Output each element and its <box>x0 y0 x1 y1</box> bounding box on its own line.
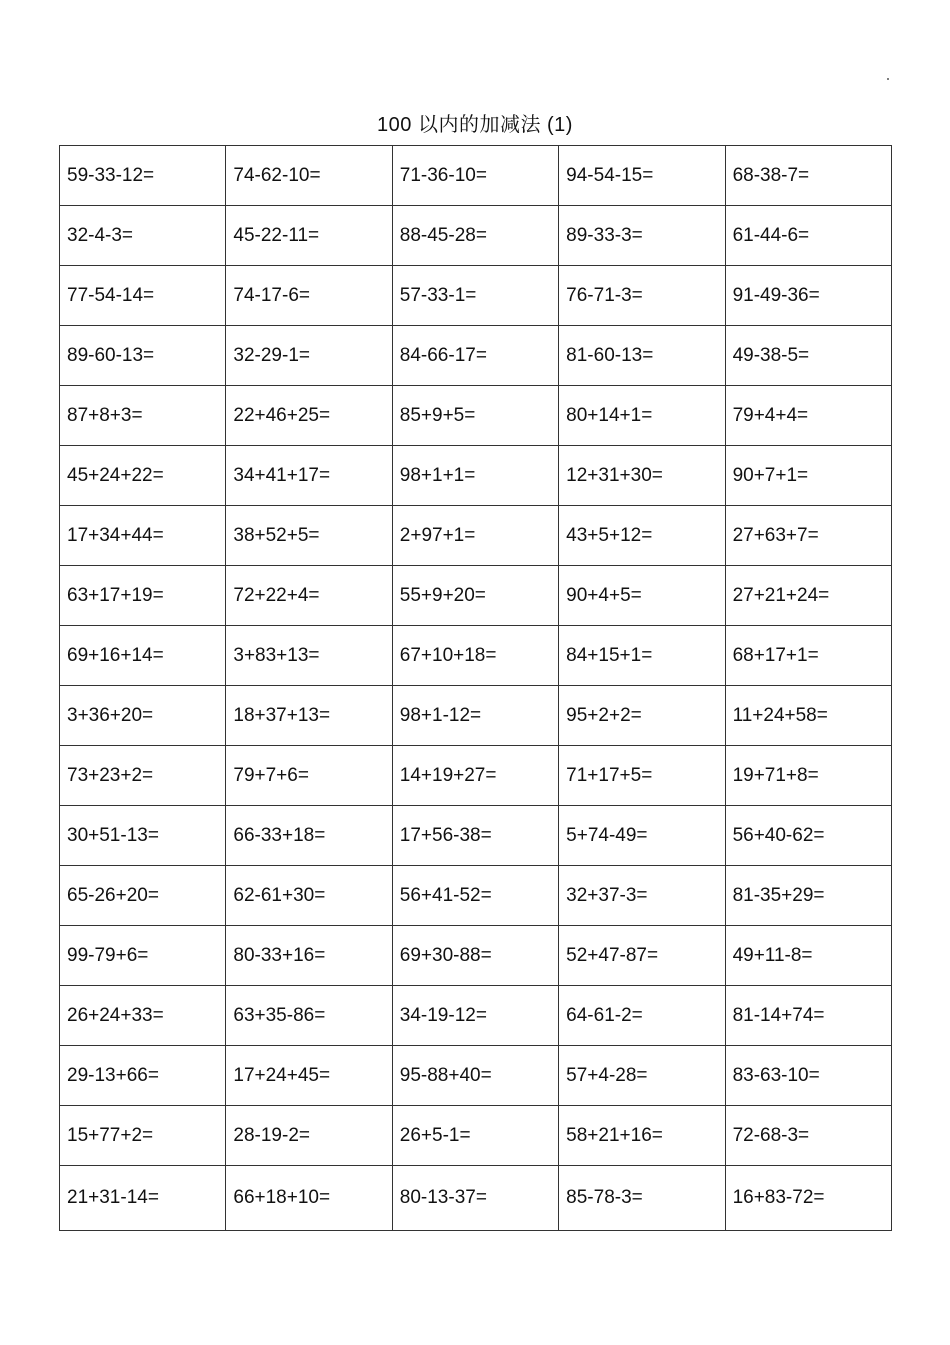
problem-row <box>60 806 892 866</box>
problem-cell: 57+4-28= <box>559 1046 725 1106</box>
problem-cell: 74-62-10= <box>226 146 392 206</box>
problem-cell: 83-63-10= <box>725 1046 891 1106</box>
problem-cell: 21+31-14= <box>60 1166 226 1231</box>
problem-cell: 81-60-13= <box>559 326 725 386</box>
problem-cell: 59-33-12= <box>60 146 226 206</box>
problem-cell: 32-29-1= <box>226 326 392 386</box>
problem-cell: 17+34+44= <box>60 506 226 566</box>
problem-row <box>60 926 892 986</box>
problem-cell: 69+16+14= <box>60 626 226 686</box>
problem-cell: 95+2+2= <box>559 686 725 746</box>
problem-cell: 80-13-37= <box>392 1166 558 1231</box>
problem-row <box>60 626 892 686</box>
problem-cell: 3+36+20= <box>60 686 226 746</box>
problem-cell: 34-19-12= <box>392 986 558 1046</box>
problem-cell: 66+18+10= <box>226 1166 392 1231</box>
problem-cell: 63+35-86= <box>226 986 392 1046</box>
problem-cell: 2+97+1= <box>392 506 558 566</box>
problem-cell: 5+74-49= <box>559 806 725 866</box>
problem-cell: 30+51-13= <box>60 806 226 866</box>
problem-cell: 32+37-3= <box>559 866 725 926</box>
problem-cell: 69+30-88= <box>392 926 558 986</box>
problem-row <box>60 206 892 266</box>
problem-cell: 34+41+17= <box>226 446 392 506</box>
problem-cell: 27+21+24= <box>725 566 891 626</box>
problem-cell: 74-17-6= <box>226 266 392 326</box>
problem-row <box>60 1046 892 1106</box>
problem-row <box>60 146 892 206</box>
problem-cell: 11+24+58= <box>725 686 891 746</box>
problem-row <box>60 986 892 1046</box>
problem-cell: 89-60-13= <box>60 326 226 386</box>
problem-row <box>60 866 892 926</box>
problem-row <box>60 266 892 326</box>
corner-dot <box>887 78 889 80</box>
problem-cell: 80-33+16= <box>226 926 392 986</box>
problem-cell: 49-38-5= <box>725 326 891 386</box>
problem-cell: 22+46+25= <box>226 386 392 446</box>
problem-cell: 56+40-62= <box>725 806 891 866</box>
problem-cell: 55+9+20= <box>392 566 558 626</box>
problem-cell: 79+7+6= <box>226 746 392 806</box>
problem-cell: 49+11-8= <box>725 926 891 986</box>
problem-cell: 77-54-14= <box>60 266 226 326</box>
problem-cell: 27+63+7= <box>725 506 891 566</box>
problem-cell: 84-66-17= <box>392 326 558 386</box>
problem-cell: 81-35+29= <box>725 866 891 926</box>
problem-cell: 72+22+4= <box>226 566 392 626</box>
problem-cell: 71+17+5= <box>559 746 725 806</box>
problem-cell: 38+52+5= <box>226 506 392 566</box>
problem-cell: 71-36-10= <box>392 146 558 206</box>
problem-cell: 81-14+74= <box>725 986 891 1046</box>
problem-row <box>60 446 892 506</box>
problem-cell: 19+71+8= <box>725 746 891 806</box>
problem-cell: 43+5+12= <box>559 506 725 566</box>
problem-cell: 17+56-38= <box>392 806 558 866</box>
problem-cell: 18+37+13= <box>226 686 392 746</box>
problem-cell: 91-49-36= <box>725 266 891 326</box>
problem-cell: 12+31+30= <box>559 446 725 506</box>
problem-cell: 76-71-3= <box>559 266 725 326</box>
problem-cell: 58+21+16= <box>559 1106 725 1166</box>
problem-row <box>60 746 892 806</box>
problem-cell: 45-22-11= <box>226 206 392 266</box>
problem-cell: 98+1+1= <box>392 446 558 506</box>
problem-row <box>60 686 892 746</box>
problem-cell: 63+17+19= <box>60 566 226 626</box>
problem-cell: 95-88+40= <box>392 1046 558 1106</box>
problem-cell: 89-33-3= <box>559 206 725 266</box>
problem-cell: 98+1-12= <box>392 686 558 746</box>
problem-cell: 26+5-1= <box>392 1106 558 1166</box>
page-title: 100 以内的加减法 (1) <box>377 114 573 136</box>
problem-cell: 28-19-2= <box>226 1106 392 1166</box>
problem-cell: 65-26+20= <box>60 866 226 926</box>
problem-row <box>60 1166 892 1231</box>
problem-table-body <box>60 146 892 1231</box>
problem-cell: 90+7+1= <box>725 446 891 506</box>
problem-cell: 68+17+1= <box>725 626 891 686</box>
problem-cell: 16+83-72= <box>725 1166 891 1231</box>
problem-cell: 88-45-28= <box>392 206 558 266</box>
problem-row <box>60 566 892 626</box>
problem-table <box>59 145 892 1231</box>
problem-cell: 87+8+3= <box>60 386 226 446</box>
problem-cell: 14+19+27= <box>392 746 558 806</box>
problem-cell: 90+4+5= <box>559 566 725 626</box>
problem-cell: 56+41-52= <box>392 866 558 926</box>
problem-cell: 32-4-3= <box>60 206 226 266</box>
problem-cell: 3+83+13= <box>226 626 392 686</box>
problem-row <box>60 326 892 386</box>
problem-row <box>60 386 892 446</box>
problem-cell: 17+24+45= <box>226 1046 392 1106</box>
problem-row <box>60 506 892 566</box>
problem-cell: 85+9+5= <box>392 386 558 446</box>
problem-cell: 85-78-3= <box>559 1166 725 1231</box>
problem-cell: 64-61-2= <box>559 986 725 1046</box>
problem-cell: 66-33+18= <box>226 806 392 866</box>
problem-cell: 84+15+1= <box>559 626 725 686</box>
problem-cell: 67+10+18= <box>392 626 558 686</box>
problem-cell: 57-33-1= <box>392 266 558 326</box>
problem-row <box>60 1106 892 1166</box>
problem-cell: 61-44-6= <box>725 206 891 266</box>
problem-cell: 72-68-3= <box>725 1106 891 1166</box>
problem-cell: 62-61+30= <box>226 866 392 926</box>
problem-cell: 52+47-87= <box>559 926 725 986</box>
problem-cell: 29-13+66= <box>60 1046 226 1106</box>
problem-cell: 79+4+4= <box>725 386 891 446</box>
problem-cell: 80+14+1= <box>559 386 725 446</box>
problem-cell: 73+23+2= <box>60 746 226 806</box>
problem-cell: 68-38-7= <box>725 146 891 206</box>
problem-cell: 15+77+2= <box>60 1106 226 1166</box>
problem-cell: 45+24+22= <box>60 446 226 506</box>
problem-cell: 26+24+33= <box>60 986 226 1046</box>
problem-cell: 99-79+6= <box>60 926 226 986</box>
problem-cell: 94-54-15= <box>559 146 725 206</box>
